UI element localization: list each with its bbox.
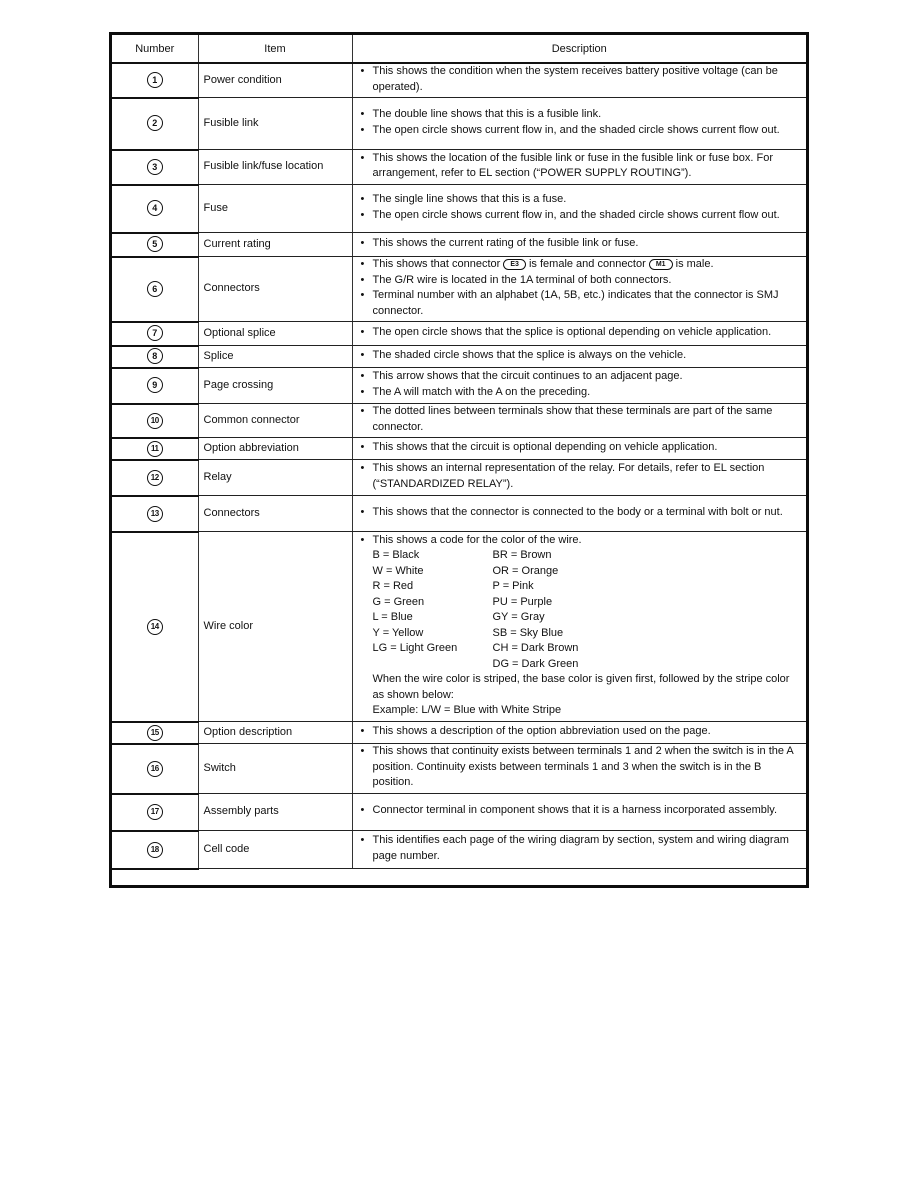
legend-table-frame	[109, 32, 809, 888]
row-description	[352, 98, 806, 150]
circled-number: 10	[147, 413, 163, 429]
row-item-label: Fuse	[198, 185, 352, 233]
color-code: R = Red	[372, 580, 414, 592]
wire-color-codes	[359, 548, 801, 672]
description-bullets	[359, 505, 801, 521]
description-bullets	[359, 369, 801, 400]
circled-number: 7	[147, 325, 163, 341]
row-number-cell	[112, 346, 198, 368]
table-row	[112, 831, 806, 869]
row-item-label: Power condition	[198, 63, 352, 98]
description-bullet: • The shaded circle shows that the splice is always on the vehicle.	[359, 348, 801, 364]
row-number-cell	[112, 257, 198, 322]
circled-number: 17	[147, 804, 163, 820]
row-item-label: Common connector	[198, 404, 352, 438]
row-item-label: Option description	[198, 722, 352, 744]
circled-number: 16	[147, 761, 163, 777]
row-description	[352, 794, 806, 831]
wiring-legend-table	[112, 35, 806, 870]
row-item-label: Assembly parts	[198, 794, 352, 831]
legend-table-body	[112, 35, 806, 885]
description-bullets	[359, 440, 801, 456]
table-row	[112, 532, 806, 722]
table-row	[112, 150, 806, 185]
color-code: L = Blue	[372, 611, 413, 623]
color-code	[373, 657, 493, 673]
row-item-label: Connectors	[198, 257, 352, 322]
row-item-label: Cell code	[198, 831, 352, 869]
circled-number: 1	[147, 72, 163, 88]
table-row	[112, 744, 806, 794]
row-number-cell	[112, 322, 198, 346]
row-number-cell	[112, 831, 198, 869]
description-bullet: • Terminal number with an alphabet (1A, 5B, etc.) indicates that the connector is SMJ connector.	[359, 288, 801, 319]
row-number-cell	[112, 404, 198, 438]
circled-number: 15	[147, 725, 163, 741]
color-code: CH = Dark Brown	[492, 642, 579, 654]
description-bullet: • This shows an internal representation of the relay. For details, refer to EL section (“STANDARDIZED RELAY”).	[359, 461, 801, 492]
row-number-cell	[112, 496, 198, 532]
color-code: SB = Sky Blue	[492, 626, 564, 639]
description-bullets	[359, 236, 801, 252]
stripe-note: When the wire color is striped, the base color is given first, followed by the stripe color as shown below:	[372, 673, 790, 701]
header-number: Number	[112, 35, 198, 63]
color-code: GY = Gray	[492, 611, 545, 623]
description-bullets	[359, 461, 801, 492]
table-row	[112, 63, 806, 98]
description-bullets	[359, 833, 801, 864]
circled-number: 6	[147, 281, 163, 297]
description-bullet: • This shows a code for the color of the wire.	[359, 533, 801, 549]
row-description	[352, 496, 806, 532]
row-item-label: Fusible link	[198, 98, 352, 150]
row-number-cell	[112, 438, 198, 460]
description-bullet: • The open circle shows current flow in, and the shaded circle shows current flow out.	[359, 123, 801, 139]
color-code: G = Green	[372, 595, 425, 608]
description-bullet: • This identifies each page of the wiring diagram by section, system and wiring diagram page number.	[359, 833, 801, 864]
circled-number: 9	[147, 377, 163, 393]
row-number-cell	[112, 150, 198, 185]
row-number-cell	[112, 368, 198, 404]
description-bullet: • The single line shows that this is a fuse.	[359, 192, 801, 208]
color-code: DG = Dark Green	[492, 657, 579, 670]
row-number-cell	[112, 185, 198, 233]
description-bullets	[359, 257, 801, 319]
table-row	[112, 496, 806, 532]
row-item-label: Page crossing	[198, 368, 352, 404]
row-description	[352, 63, 806, 98]
row-description	[352, 744, 806, 794]
table-row	[112, 346, 806, 368]
table-row	[112, 322, 806, 346]
color-code: Y = Yellow	[372, 626, 424, 639]
circled-number: 3	[147, 159, 163, 175]
connector-text: is male.	[675, 258, 714, 270]
description-bullets	[359, 744, 801, 791]
description-bullet: • The dotted lines between terminals show that these terminals are part of the same connector.	[359, 404, 801, 435]
table-row	[112, 257, 806, 322]
circled-number: 8	[147, 348, 163, 364]
description-bullets	[359, 192, 801, 223]
description-bullets	[359, 325, 801, 341]
description-bullet: • This shows that the connector is connected to the body or a terminal with bolt or nut.	[359, 505, 801, 521]
description-bullet: • This shows the condition when the system receives battery positive voltage (can be operated).	[359, 64, 801, 95]
description-bullets	[359, 533, 801, 549]
row-item-label: Fusible link/fuse location	[198, 150, 352, 185]
description-bullet: • Connector terminal in component shows that it is a harness incorporated assembly.	[359, 803, 801, 819]
table-row	[112, 185, 806, 233]
row-description	[352, 532, 806, 722]
row-description	[352, 404, 806, 438]
circled-number: 11	[147, 441, 163, 457]
table-row	[112, 368, 806, 404]
connector-bullet	[359, 257, 801, 273]
description-bullets	[359, 404, 801, 435]
table-row	[112, 98, 806, 150]
row-description	[352, 233, 806, 257]
table-row	[112, 438, 806, 460]
row-item-label: Wire color	[198, 532, 352, 722]
row-item-label: Relay	[198, 460, 352, 496]
color-code: PU = Purple	[492, 595, 553, 608]
header-description: Description	[352, 35, 806, 63]
description-bullet: • This arrow shows that the circuit continues to an adjacent page.	[359, 369, 801, 385]
table-row	[112, 404, 806, 438]
color-code: LG = Light Green	[372, 642, 458, 654]
row-description	[352, 185, 806, 233]
description-bullets	[359, 64, 801, 95]
row-number-cell	[112, 63, 198, 98]
table-row	[112, 233, 806, 257]
stripe-example: Example: L/W = Blue with White Stripe	[372, 704, 562, 716]
description-bullet: • The double line shows that this is a fusible link.	[359, 107, 801, 123]
circled-number: 18	[147, 842, 163, 858]
row-item-label: Current rating	[198, 233, 352, 257]
row-number-cell	[112, 794, 198, 831]
circled-number: 13	[147, 506, 163, 522]
description-bullet: • This shows that the circuit is optional depending on vehicle application.	[359, 440, 801, 456]
description-bullet: • This shows the location of the fusible link or fuse in the fusible link or fuse box. For arrangement, refer to EL section (“POWER SUPPLY ROUTING”).	[359, 151, 801, 182]
header-item: Item	[198, 35, 352, 63]
row-description	[352, 346, 806, 368]
description-bullet: • The open circle shows that the splice is optional depending on vehicle application.	[359, 325, 801, 341]
description-bullet: • This shows that continuity exists between terminals 1 and 2 when the switch is in the A position. Continuity exists between terminals 1 and 3 when the switch is in the B position.	[359, 744, 801, 791]
color-code: B = Black	[372, 549, 420, 561]
row-description	[352, 257, 806, 322]
row-number-cell	[112, 722, 198, 744]
circled-number: 2	[147, 115, 163, 131]
row-description	[352, 150, 806, 185]
description-bullet: • This shows a description of the option abbreviation used on the page.	[359, 724, 801, 740]
row-description	[352, 368, 806, 404]
row-item-label: Connectors	[198, 496, 352, 532]
connector-text: is female and connector	[528, 258, 646, 270]
female-connector-icon: E3	[503, 259, 526, 270]
row-description	[352, 322, 806, 346]
row-item-label: Splice	[198, 346, 352, 368]
table-row	[112, 460, 806, 496]
color-code: BR = Brown	[492, 549, 552, 561]
circled-number: 12	[147, 470, 163, 486]
table-row	[112, 722, 806, 744]
circled-number: 4	[147, 200, 163, 216]
description-bullets	[359, 803, 801, 819]
row-number-cell	[112, 233, 198, 257]
row-description	[352, 460, 806, 496]
legend-rows	[112, 63, 806, 869]
row-number-cell	[112, 98, 198, 150]
row-description	[352, 438, 806, 460]
description-bullets	[359, 348, 801, 364]
table-row	[112, 794, 806, 831]
description-bullet: • The G/R wire is located in the 1A terminal of both connectors.	[359, 273, 801, 289]
row-item-label: Optional splice	[198, 322, 352, 346]
row-item-label: Option abbreviation	[198, 438, 352, 460]
row-description	[352, 831, 806, 869]
description-bullet: • This shows the current rating of the fusible link or fuse.	[359, 236, 801, 252]
color-code: OR = Orange	[492, 564, 559, 577]
description-bullet: • The open circle shows current flow in, and the shaded circle shows current flow out.	[359, 208, 801, 224]
color-code: P = Pink	[492, 580, 534, 592]
circled-number: 5	[147, 236, 163, 252]
row-number-cell	[112, 744, 198, 794]
row-number-cell	[112, 460, 198, 496]
row-description	[352, 722, 806, 744]
row-number-cell	[112, 532, 198, 722]
description-bullets	[359, 107, 801, 138]
description-bullets	[359, 724, 801, 740]
male-connector-icon: M1	[649, 259, 673, 270]
circled-number: 14	[147, 619, 163, 635]
connector-text: This shows that connector	[372, 258, 501, 270]
description-bullets	[359, 151, 801, 182]
color-code: W = White	[372, 564, 424, 577]
row-item-label: Switch	[198, 744, 352, 794]
description-bullet: • The A will match with the A on the preceding.	[359, 385, 801, 401]
